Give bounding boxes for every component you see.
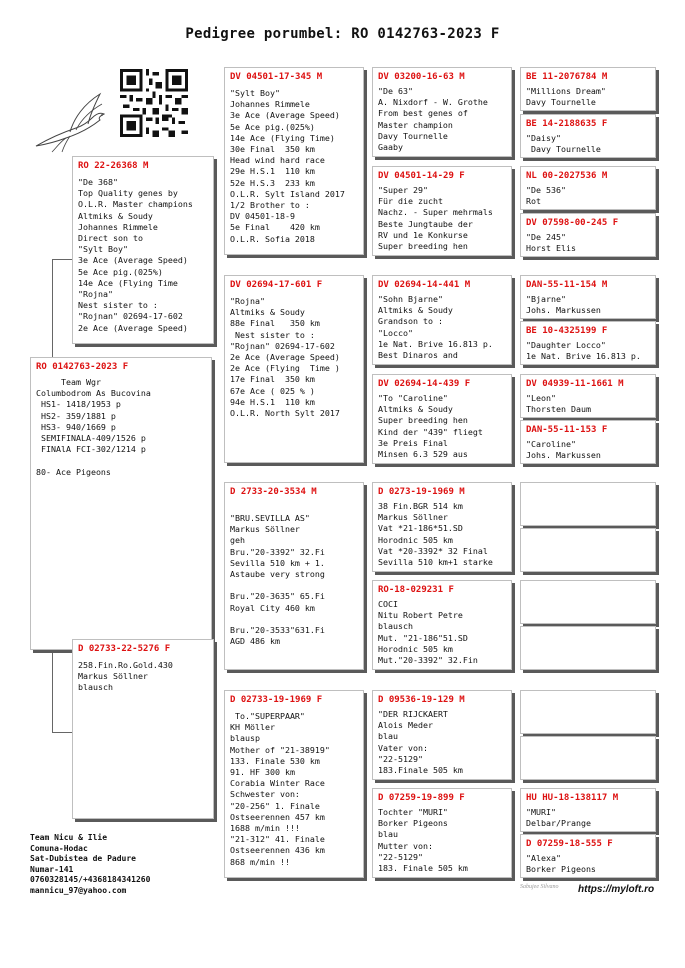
page-title: Pedigree porumbel: RO 0142763-2023 F xyxy=(185,26,500,42)
pigeon-info: "Bjarne" Johs. Markussen xyxy=(526,294,601,316)
pigeon-info: "Sohn Bjarne" Altmiks & Soudy Grandson to : "Locco" 1e Nat. Brive 16.813 p. Best Dinaros and xyxy=(378,294,493,361)
connector-line xyxy=(52,259,53,357)
ring-number: BE 11-2076784 M xyxy=(526,72,608,82)
pigeon-card-subject[interactable] xyxy=(30,357,212,650)
ring-number: DV 04501-14-29 F xyxy=(378,171,465,181)
pigeon-card-sire-sire[interactable] xyxy=(224,67,364,255)
pigeon-info: 38 Fin.BGR 514 km Markus Söllner Vat *21-186*51.SD Horodnic 505 km Vat *20-3392* 32 Final Sevilla 510 km+1 starke xyxy=(378,501,493,568)
ring-number: DV 07598-00-245 F xyxy=(526,218,619,228)
pigeon-card-gen4[interactable] xyxy=(520,166,656,210)
ring-number: DV 02694-17-601 F xyxy=(230,280,323,290)
ring-number xyxy=(521,529,655,533)
signature: Sabujee Silvano xyxy=(520,884,559,890)
pigeon-info: "DER RIJCKAERT Alois Meder blau Vater von: "22-5129" 183.Finale 505 km xyxy=(378,709,463,776)
pigeon-card-gen4[interactable] xyxy=(520,834,656,878)
pigeon-info: "Rojna" Altmiks & Soudy 88e Final 350 km Nest sister to : "Rojnan" 02694-17-602 2e Ace (Average Speed) 2e Ace (Flying Time ) 17e Final 350 km 67e Ace ( 025 % ) 94e H.S.1 110 km O.L.R. North Sylt 2017 xyxy=(230,296,340,419)
pigeon-info: "Daisy" Davy Tournelle xyxy=(526,133,601,155)
ring-number: RO-18-029231 F xyxy=(378,585,454,595)
ring-number: HU HU-18-138117 M xyxy=(526,793,619,803)
pigeon-card-gen4-empty[interactable] xyxy=(520,580,656,624)
pigeon-info: To."SUPERPAAR" KH Möller blausp Mother of "21-38919" 133. Finale 530 km 91. HF 300 km Corabia Winter Race Schwester von: "20-256" 1. Finale Ostseerennen 457 km 1688 m/min !!! "21-312" 41. Finale Ostseerennen 436 km 868 m/min !! xyxy=(230,711,330,867)
pigeon-info: "Sylt Boy" Johannes Rimmele 3e Ace (Average Speed) 5e Ace pig.(025%) 14e Ace (Flying Time) 30e Final 350 km Head wind hard race 29e H.S.1 110 km 52e H.S.3 233 km O.L.R. Sylt Island 2017 1/2 Brother to : DV 04501-18-9 5e Final 420 km O.L.R. Sofia 2018 xyxy=(230,88,345,244)
pigeon-info: "Super 29" Für die zucht Nachz. - Super mehrmals Beste Jungtaube der RV und 1e Konkurse Super breeding hen xyxy=(378,185,493,252)
ring-number: DAN-55-11-153 F xyxy=(526,425,608,435)
ring-number: D 2733-20-3534 M xyxy=(230,487,317,497)
pigeon-card-gen4[interactable] xyxy=(520,67,656,111)
pigeon-card-dam-sire[interactable] xyxy=(224,482,364,670)
ring-number: DV 04501-17-345 M xyxy=(230,72,323,82)
ring-number xyxy=(521,627,655,631)
pigeon-info: "MURI" Delbar/Prange xyxy=(526,807,591,829)
ring-number: D 07259-18-555 F xyxy=(526,839,613,849)
ring-number: D 02733-22-5276 F xyxy=(78,644,171,654)
website-link[interactable]: https://myloft.ro xyxy=(578,884,655,895)
ring-number: BE 10-4325199 F xyxy=(526,326,608,336)
dove-logo-icon xyxy=(30,88,122,154)
pigeon-card-gen3[interactable] xyxy=(372,275,512,365)
ring-number: BE 14-2188635 F xyxy=(526,119,608,129)
pigeon-card-dam[interactable] xyxy=(72,639,214,819)
ring-number: RO 0142763-2023 F xyxy=(36,362,129,372)
ring-number: DAN-55-11-154 M xyxy=(526,280,608,290)
pigeon-card-sire[interactable] xyxy=(72,156,214,344)
ring-number: RO 22-26368 M xyxy=(78,161,149,171)
pigeon-info: "De 63" A. Nixdorf - W. Grothe From best genes of Master champion Davy Tournelle Gaaby xyxy=(378,86,488,153)
breeder-contact: Team Nicu & Ilie Comuna-Hodac Sat-Dubistea de Padure Numar-141 0760328145/+4368184341260 mannicu_97@yahoo.com xyxy=(30,833,151,895)
pigeon-card-gen3[interactable] xyxy=(372,482,512,572)
ring-number: DV 03200-16-63 M xyxy=(378,72,465,82)
pigeon-card-gen4-empty[interactable] xyxy=(520,626,656,670)
connector-line xyxy=(52,650,53,732)
pigeon-card-gen3[interactable] xyxy=(372,690,512,780)
ring-number: DV 02694-14-439 F xyxy=(378,379,471,389)
pigeon-info: "De 368" Top Quality genes by O.L.R. Master champions Altmiks & Soudy Johannes Rimmele Direct son to "Sylt Boy" 3e Ace (Average Speed) 5e Ace pig.(025%) 14e Ace (Flying Time "Rojna" Nest sister to : "Rojnan" 02694-17-602 2e Ace (Average Speed) xyxy=(78,177,193,333)
pigeon-info: "De 536" Rot xyxy=(526,185,566,207)
ring-number: D 09536-19-129 M xyxy=(378,695,465,705)
ring-number xyxy=(521,691,655,695)
pigeon-card-sire-dam[interactable] xyxy=(224,275,364,463)
pigeon-info: "BRU.SEVILLA AS" Markus Söllner geh Bru."20-3392" 32.Fi Sevilla 510 km + 1. Astaube very strong Bru."20-3635" 65.Fi Royal City 460 km Bru."20-3533"631.Fi AGD 486 km xyxy=(230,513,325,647)
pigeon-card-gen3[interactable] xyxy=(372,67,512,157)
pigeon-info: "Millions Dream" Davy Tournelle xyxy=(526,86,606,108)
pigeon-card-gen4-empty[interactable] xyxy=(520,690,656,734)
ring-number xyxy=(521,581,655,585)
pigeon-card-gen4[interactable] xyxy=(520,114,656,158)
pigeon-info: COCI Nitu Robert Petre blausch Mut. "21-186"51.SD Horodnic 505 km Mut."20-3392" 32.Fin xyxy=(378,599,478,666)
pigeon-info: "Caroline" Johs. Markussen xyxy=(526,439,601,461)
pigeon-info: "To "Caroline" Altmiks & Soudy Super breeding hen Kind der "439" fliegt 3e Preis Final Minsen 6.3 529 aus xyxy=(378,393,483,460)
pigeon-card-gen4[interactable] xyxy=(520,275,656,319)
pigeon-card-gen3[interactable] xyxy=(372,788,512,878)
pigeon-card-gen4[interactable] xyxy=(520,420,656,464)
pigeon-info: "De 245" Horst Elis xyxy=(526,232,576,254)
connector-line xyxy=(52,732,72,733)
ring-number xyxy=(521,737,655,741)
pigeon-info: Tochter "MURI" Borker Pigeons blau Mutter von: "22-5129" 183. Finale 505 km xyxy=(378,807,468,874)
ring-number: NL 00-2027536 M xyxy=(526,171,608,181)
pigeon-card-gen4[interactable] xyxy=(520,213,656,257)
pigeon-card-gen4-empty[interactable] xyxy=(520,736,656,780)
ring-number: D 07259-19-899 F xyxy=(378,793,465,803)
pigeon-card-gen4[interactable] xyxy=(520,321,656,365)
ring-number: DV 04939-11-1661 M xyxy=(526,379,624,389)
pigeon-info: "Daughter Locco" 1e Nat. Brive 16.813 p. xyxy=(526,340,641,362)
ring-number: D 0273-19-1969 M xyxy=(378,487,465,497)
pigeon-card-gen4[interactable] xyxy=(520,788,656,832)
qr-code-icon xyxy=(120,69,188,137)
pigeon-card-gen3[interactable] xyxy=(372,166,512,256)
ring-number xyxy=(521,483,655,487)
pigeon-card-dam-dam[interactable] xyxy=(224,690,364,878)
ring-number: DV 02694-14-441 M xyxy=(378,280,471,290)
pigeon-card-gen4-empty[interactable] xyxy=(520,528,656,572)
pigeon-info: "Leon" Thorsten Daum xyxy=(526,393,591,415)
connector-line xyxy=(52,259,72,260)
pigeon-card-gen4[interactable] xyxy=(520,374,656,418)
pigeon-card-gen4-empty[interactable] xyxy=(520,482,656,526)
pigeon-info: 258.Fin.Ro.Gold.430 Markus Söllner blausch xyxy=(78,660,173,693)
pigeon-card-gen3[interactable] xyxy=(372,580,512,670)
pigeon-info: "Alexa" Borker Pigeons xyxy=(526,853,596,875)
pigeon-info: Team Wgr Columbodrom As Bucovina HS1- 1418/1953 p HS2- 359/1881 p HS3- 940/1669 p SEMIFINALA-409/1526 p FINAlA FCI-302/1214 p 80- Ace Pigeons xyxy=(36,377,151,477)
ring-number: D 02733-19-1969 F xyxy=(230,695,323,705)
pigeon-card-gen3[interactable] xyxy=(372,374,512,464)
